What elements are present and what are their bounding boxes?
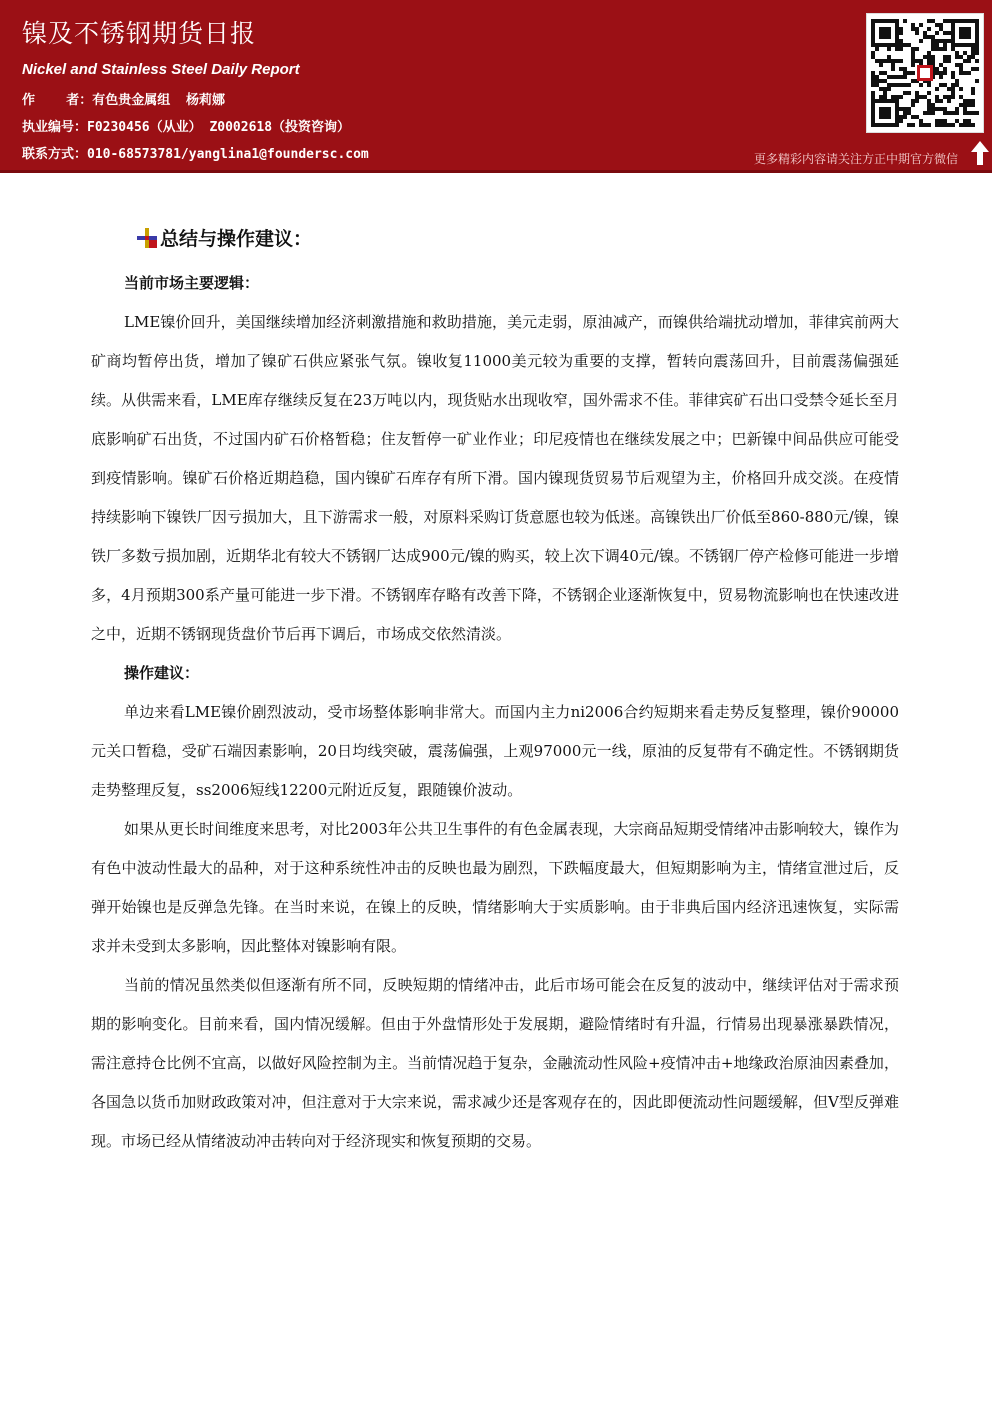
advice-paragraph: 如果从更长时间维度来思考，对比2003年公共卫生事件的有色金属表现，大宗商品短期受情绪冲击影响较大，镍作为有色中波动性最大的品种，对于这种系统性冲击的反映也最为剧烈，下跌幅度最大，但短期影响为主，情绪宣泄过后，反弹开始镍也是反弹急先锋。在当时来说，在镍上的反映，情绪影响大于实质影响。由于非典后国内经济迅速恢复，实际需求并未受到太多影响，因此整体对镍影响有限。: [91, 820, 899, 955]
header-divider: [0, 170, 992, 173]
advice-paragraph: 当前的情况虽然类似但逐渐有所不同，反映短期的情绪冲击，此后市场可能会在反复的波动中，继续评估对于需求预期的影响变化。目前来看，国内情况缓解。但由于外盘情形处于发展期，避险情绪时有升温，行情易出现暴涨暴跌情况，需注意持仓比例不宜高，以做好风险控制为主。当前情况趋于复杂，金融流动性风险+疫情冲击+地缘政治原油因素叠加，各国急以货币加财政政策对冲，但注意对于大宗来说，需求减少还是客观存在的，因此即便流动性问题缓解，但V型反弹难现。市场已经从情绪波动冲击转向对于经济现实和恢复预期的交易。: [91, 976, 899, 1150]
report-title: 镍及不锈钢期货日报: [22, 19, 257, 48]
advice-heading: 操作建议：: [124, 664, 200, 682]
qr-code-icon: [866, 13, 984, 133]
report-header: [0, 0, 992, 170]
report-body: [91, 264, 899, 1161]
contact-line: 联系方式：010-68573781/yanglina1@foundersc.com: [22, 147, 369, 162]
section-title: [136, 224, 312, 251]
report-subtitle: Nickel and Stainless Steel Daily Report: [22, 61, 300, 78]
up-arrow-icon: [970, 140, 990, 166]
author-line: 作 者：有色贵金属组 杨莉娜: [22, 93, 225, 108]
logic-heading: 当前市场主要逻辑：: [124, 274, 260, 292]
diamond-bullet-icon: [136, 227, 158, 249]
section-title-text: 总结与操作建议：: [160, 228, 313, 250]
advice-paragraph: 单边来看LME镍价剧烈波动，受市场整体影响非常大。而国内主力ni2006合约短期来看走势反复整理，镍价90000元关口暂稳，受矿石端因素影响，20日均线突破，震荡偏强，上观97000元一线，原油的反复带有不确定性。不锈钢期货走势整理反复，ss2006短线12200元附近反复，跟随镍价波动。: [91, 703, 899, 799]
follow-wechat-text: 更多精彩内容请关注方正中期官方微信: [753, 152, 958, 166]
license-line: 执业编号：F0230456（从业） Z0002618（投资咨询）: [22, 120, 351, 135]
logic-paragraph: LME镍价回升，美国继续增加经济刺激措施和救助措施，美元走弱，原油减产，而镍供给端扰动增加，菲律宾前两大矿商均暂停出货，增加了镍矿石供应紧张气氛。镍收复11000美元较为重要的支撑，暂转向震荡回升，目前震荡偏强延续。从供需来看，LME库存继续反复在23万吨以内，现货贴水出现收窄，国外需求不佳。菲律宾矿石出口受禁令延长至月底影响矿石出货，不过国内矿石价格暂稳；住友暂停一矿业作业；印尼疫情也在继续发展之中；巴新镍中间品供应可能受到疫情影响。镍矿石价格近期趋稳，国内镍矿石库存有所下滑。国内镍现货贸易节后观望为主，价格回升成交淡。在疫情持续影响下镍铁厂因亏损加大，且下游需求一般，对原料采购订货意愿也较为低迷。高镍铁出厂价低至860-880元/镍，镍铁厂多数亏损加剧，近期华北有较大不锈钢厂达成900元/镍的购买，较上次下调40元/镍。不锈钢厂停产检修可能进一步增多，4月预期300系产量可能进一步下滑。不锈钢库存略有改善下降，不锈钢企业逐渐恢复中，贸易物流影响也在快速改进之中，近期不锈钢现货盘价节后再下调后，市场成交依然清淡。: [91, 313, 899, 643]
